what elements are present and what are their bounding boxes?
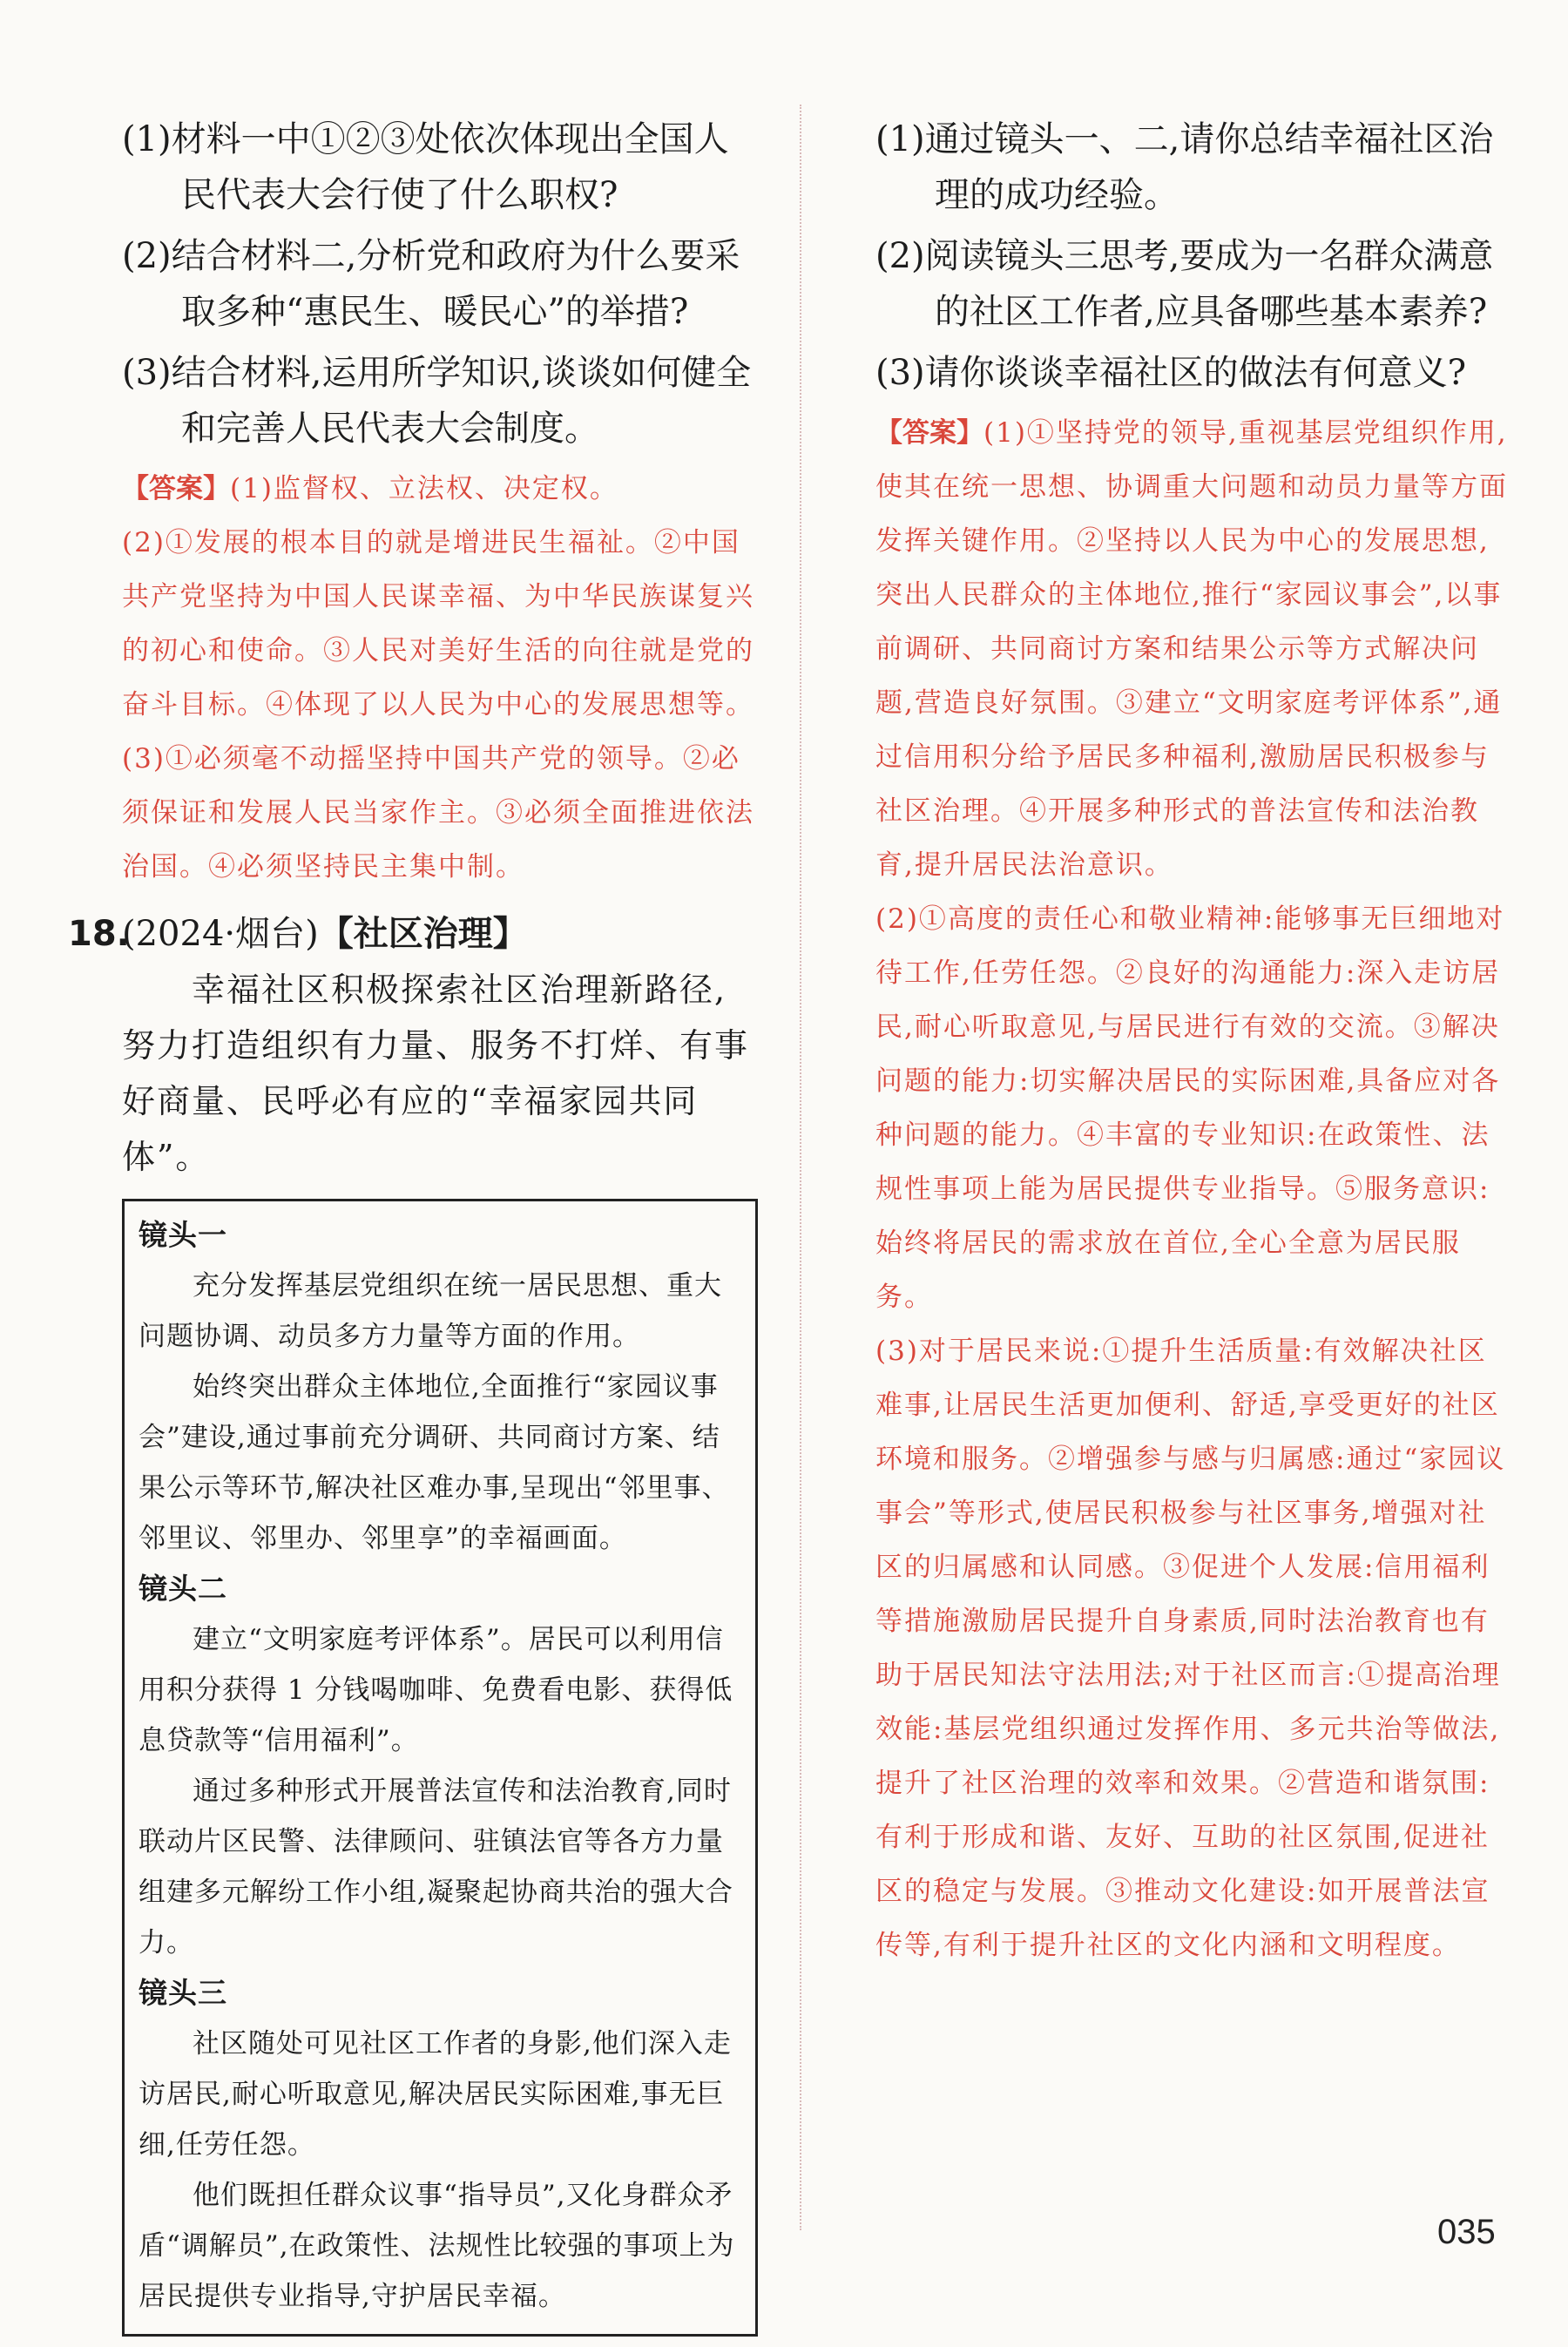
answer-3: (3)①必须毫不动摇坚持中国共产党的领导。②必须保证和发展人民当家作主。③必须全面推进依法治国。④必须坚持民主集中制。: [122, 743, 754, 883]
question-18-2: (2)阅读镜头三思考,要成为一名群众满意的社区工作者,应具备哪些基本素养?: [875, 236, 1494, 332]
question-3: (3)结合材料,运用所学知识,谈谈如何健全和完善人民代表大会制度。: [122, 353, 752, 449]
problem-number: 18.: [68, 914, 130, 954]
shot-1-para-1: 充分发挥基层党组织在统一居民思想、重大问题协调、动员多方力量等方面的作用。: [139, 1270, 722, 1352]
answer-18-2: (2)①高度的责任心和敬业精神:能够事无巨细地对待工作,任劳任怨。②良好的沟通能力:深入走访居民,耐心听取意见,与居民进行有效的交流。③解决问题的能力:切实解决居民的实际困难,具备应对各种问题的能力。④丰富的专业知识:在政策性、法规性事项上能为居民提供专业指导。⑤服务意识:始终将居民的需求放在首位,全心全意为居民服务。: [875, 903, 1505, 1313]
problem-intro: 幸福社区积极探索社区治理新路径,努力打造组织有力量、服务不打烊、有事好商量、民呼必有应的“幸福家园共同体”。: [122, 971, 750, 1176]
problem-source: (2024·烟台): [122, 914, 319, 954]
problem-topic: 【社区治理】: [318, 914, 528, 954]
problem-header: [68, 906, 758, 962]
shot-3-para-2: 他们既担任群众议事“指导员”,又化身群众矛盾“调解员”,在政策性、法规性比较强的事项上为居民提供专业指导,守护居民幸福。: [139, 2180, 735, 2312]
answer-18-1: 【答案】(1)①坚持党的领导,重视基层党组织作用,使其在统一思想、协调重大问题和动员力量等方面发挥关键作用。②坚持以人民为中心的发展思想,突出人民群众的主体地位,推行“家园议事会”,以事前调研、共同商讨方案和结果公示等方式解决问题,营造良好氛围。③建立“文明家庭考评体系”,通过信用积分给予居民多种福利,激励居民积极参与社区治理。④开展多种形式的普法宣传和法治教育,提升居民法治意识。: [875, 417, 1508, 881]
answer-2: (2)①发展的根本目的就是增进民生福祉。②中国共产党坚持为中国人民谋幸福、为中华民族谋复兴的初心和使命。③人民对美好生活的向往就是党的奋斗目标。④体现了以人民为中心的发展思想等。: [122, 527, 754, 720]
material-box: [122, 1199, 758, 2337]
shot-2-title: 镜头二: [139, 1572, 227, 1606]
answer-1: 【答案】(1)监督权、立法权、决定权。: [122, 473, 618, 504]
page-number: 035: [1437, 2213, 1496, 2251]
question-18-1: (1)通过镜头一、二,请你总结幸福社区治理的成功经验。: [875, 119, 1494, 215]
shot-2-para-1: 建立“文明家庭考评体系”。居民可以利用信用积分获得 1 分钱喝咖啡、免费看电影、获得低息贷款等“信用福利”。: [139, 1624, 733, 1756]
question-2: (2)结合材料二,分析党和政府为什么要采取多种“惠民生、暖民心”的举措?: [122, 236, 740, 332]
right-column: [875, 112, 1511, 1972]
shot-1-title: 镜头一: [139, 1218, 227, 1252]
shot-3-para-1: 社区随处可见社区工作者的身影,他们深入走访居民,耐心听取意见,解决居民实际困难,事无巨细,任劳任怨。: [139, 2028, 732, 2161]
question-18-3: (3)请你谈谈幸福社区的做法有何意义?: [875, 353, 1467, 393]
left-column: [68, 112, 758, 2337]
column-divider: [800, 105, 801, 2230]
answer-tag: 【答案】: [875, 417, 983, 449]
question-1: (1)材料一中①②③处依次体现出全国人民代表大会行使了什么职权?: [122, 119, 729, 215]
shot-1-para-2: 始终突出群众主体地位,全面推行“家园议事会”建设,通过事前充分调研、共同商讨方案、结果公示等环节,解决社区难办事,呈现出“邻里事、邻里议、邻里办、邻里享”的幸福画面。: [139, 1371, 730, 1554]
shot-2-para-2: 通过多种形式开展普法宣传和法治教育,同时联动片区民警、法律顾问、驻镇法官等各方力量组建多元解纷工作小组,凝聚起协商共治的强大合力。: [139, 1775, 733, 1958]
answer-tag: 【答案】: [122, 473, 230, 504]
shot-3-title: 镜头三: [139, 1976, 227, 2010]
answer-18-3: (3)对于居民来说:①提升生活质量:有效解决社区难事,让居民生活更加便利、舒适,享受更好的社区环境和服务。②增强参与感与归属感:通过“家园议事会”等形式,使居民积极参与社区事务,增强对社区的归属感和认同感。③促进个人发展:信用福利等措施激励居民提升自身素质,同时法治教育也有助于居民知法守法用法;对于社区而言:①提高治理效能:基层党组织通过发挥作用、多元共治等做法,提升了社区治理的效率和效果。②营造和谐氛围:有利于形成和谐、友好、互助的社区氛围,促进社区的稳定与发展。③推动文化建设:如开展普法宣传等,有利于提升社区的文化内涵和文明程度。: [875, 1336, 1506, 1961]
